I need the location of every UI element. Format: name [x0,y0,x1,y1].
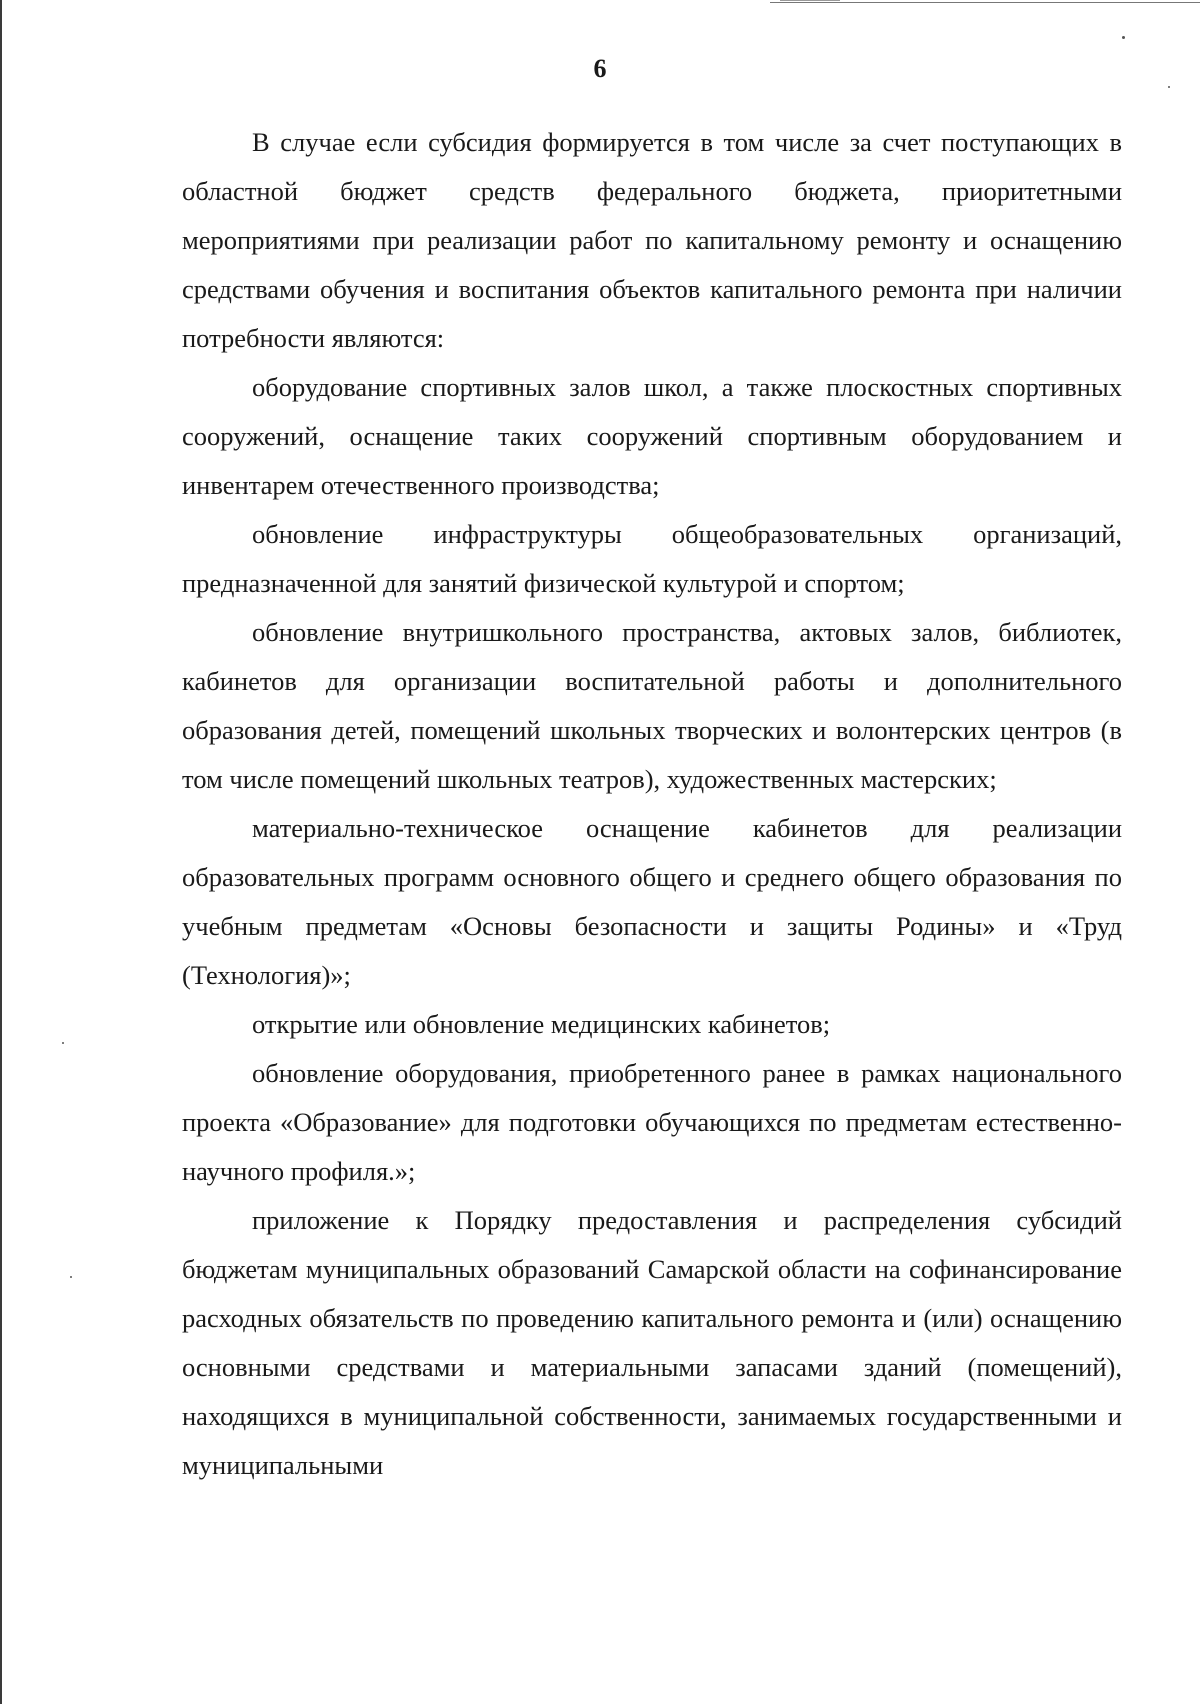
scan-speck [62,1042,64,1044]
page-number: 6 [593,54,607,83]
body-text [182,118,1122,1490]
scan-speck [1168,86,1170,88]
paragraph: обновление оборудования, приобретенного ранее в рамках национального проекта «Образование» для подготовки обучающихся по предметам естественно-научного профиля.»; [182,1058,1122,1186]
scan-artifact-line [770,2,1200,3]
paragraph: обновление внутришкольного пространства, актовых залов, библиотек, кабинетов для организации воспитательной работы и дополнительного образования детей, помещений школьных творческих и волонтерских центров (в том числе помещений школьных театров), художественных мастерских; [182,617,1122,794]
scan-edge-left [0,0,2,1704]
scan-speck [1122,36,1125,39]
paragraph: открытие или обновление медицинских кабинетов; [252,1009,831,1039]
paragraph: В случае если субсидия формируется в том числе за счет поступающих в областной бюджет средств федерального бюджета, приоритетными мероприятиями при реализации работ по капитальному ремонту и оснащению средствами обучения и воспитания объектов капитального ремонта при наличии потребности являются: [182,127,1122,353]
paragraph-continued: приложение к Порядку предоставления и распределения субсидий бюджетам муниципальных образований Самарской области на софинансирование расходных обязательств по проведению капитального ремонта и (или) оснащению основными средствами и материальными запасами зданий (помещений), находящихся в муниципальной собственности, занимаемых государственными и муниципальными [182,1205,1122,1480]
paragraph: материально-техническое оснащение кабинетов для реализации образовательных программ основного общего и среднего общего образования по учебным предметам «Основы безопасности и защиты Родины» и «Труд (Технология)»; [182,813,1122,990]
scan-artifact-line [780,0,840,1]
scan-speck [70,1276,72,1278]
paragraph: обновление инфраструктуры общеобразовательных организаций, предназначенной для занятий физической культурой и спортом; [182,519,1122,598]
paragraph: оборудование спортивных залов школ, а также плоскостных спортивных сооружений, оснащение таких сооружений спортивным оборудованием и инвентарем отечественного производства; [182,372,1122,500]
